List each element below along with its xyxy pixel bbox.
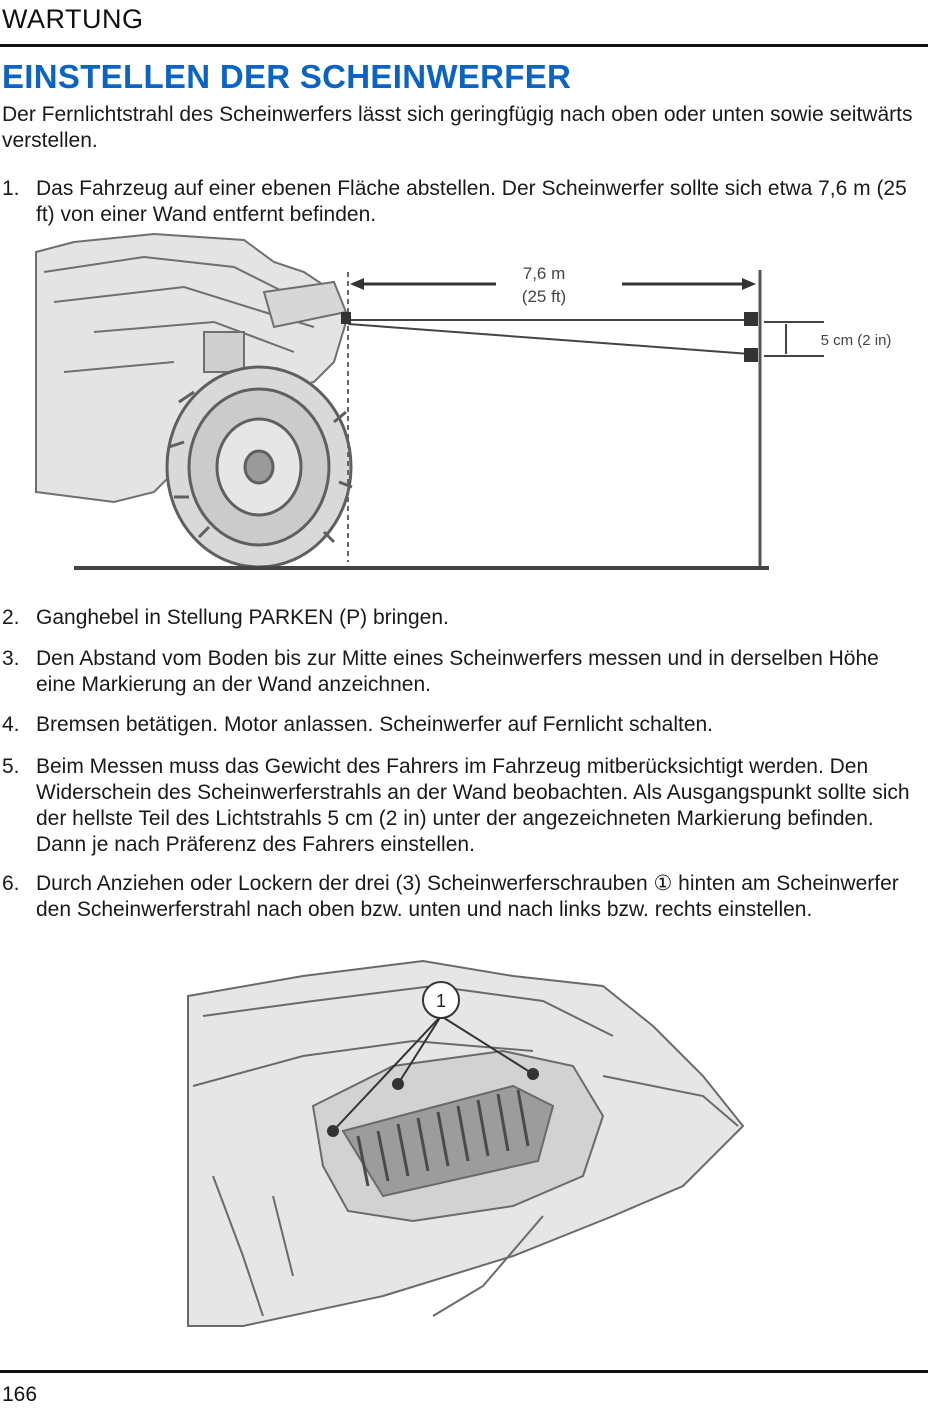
step-text: Durch Anziehen oder Lockern der drei (3) Scheinwerferschrauben ① hinten am Scheinwerfer den Scheinwerferstrahl nach oben bzw. unten und nach links bzw. rechts einstellen. bbox=[36, 872, 899, 921]
header-rule bbox=[0, 44, 928, 47]
step-number: 3. bbox=[2, 647, 20, 670]
distance-meters-label: 7,6 m bbox=[522, 264, 566, 283]
drop-label: 5 cm (2 in) bbox=[820, 332, 892, 349]
page-title: EINSTELLEN DER SCHEINWERFER bbox=[2, 58, 572, 95]
step-4 bbox=[2, 712, 917, 738]
section-header: WARTUNG bbox=[2, 4, 144, 34]
step-number: 6. bbox=[2, 872, 20, 895]
callout-label: 1 bbox=[435, 991, 447, 1011]
headlight-screws-figure bbox=[183, 956, 748, 1330]
footer-rule bbox=[0, 1370, 928, 1373]
intro-paragraph: Der Fernlichtstrahl des Scheinwerfers lässt sich geringfügig nach oben oder unten sowie seitwärts verstellen. bbox=[2, 103, 913, 152]
step-3 bbox=[2, 646, 917, 698]
atv-wheel bbox=[167, 367, 352, 567]
step-number: 4. bbox=[2, 713, 20, 736]
step-number: 5. bbox=[2, 755, 20, 778]
step-2 bbox=[2, 605, 917, 631]
headlight-aiming-figure bbox=[34, 232, 920, 582]
step-text: Beim Messen muss das Gewicht des Fahrers im Fahrzeug mitberücksichtigt werden. Den Widerschein des Scheinwerferstrahls an der Wand beobachten. Als Ausgangspunkt sollte sich der hellste Teil des Lichtstrahls 5 cm (2 in) unter der angezeichneten Markierung befinden. Dann je nach Präferenz des Fahrers einstellen. bbox=[36, 755, 910, 856]
step-1 bbox=[2, 176, 917, 228]
step-5 bbox=[2, 754, 917, 858]
step-text: Das Fahrzeug auf einer ebenen Fläche abstellen. Der Scheinwerfer sollte sich etwa 7,6 m (25 ft) von einer Wand entfernt befinden. bbox=[36, 177, 907, 226]
step-text: Den Abstand vom Boden bis zur Mitte eines Scheinwerfers messen und in derselben Höhe eine Markierung an der Wand anzeichnen. bbox=[36, 647, 879, 696]
page-number: 166 bbox=[2, 1383, 38, 1406]
step-text: Bremsen betätigen. Motor anlassen. Scheinwerfer auf Fernlicht schalten. bbox=[36, 713, 714, 736]
step-6 bbox=[2, 871, 917, 923]
step-number: 2. bbox=[2, 606, 20, 629]
step-text: Ganghebel in Stellung PARKEN (P) bringen. bbox=[36, 606, 449, 629]
distance-feet-label: (25 ft) bbox=[521, 287, 567, 306]
step-number: 1. bbox=[2, 177, 20, 200]
